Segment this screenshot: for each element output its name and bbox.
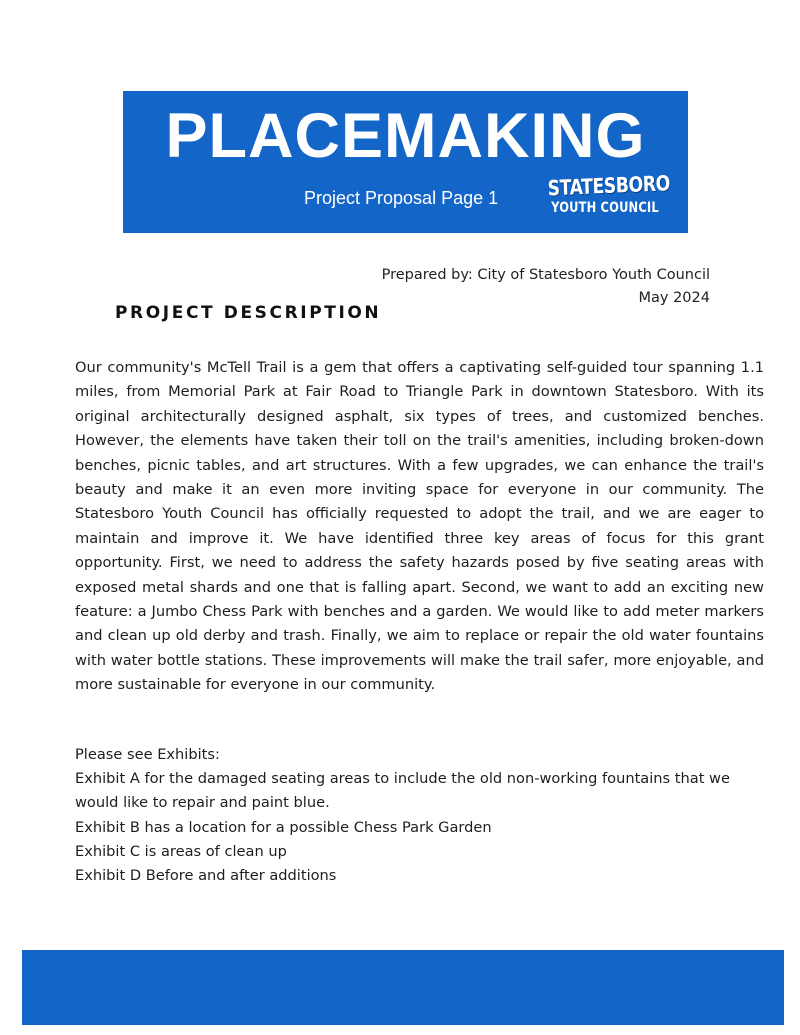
banner-title: PLACEMAKING bbox=[165, 101, 646, 171]
prepared-by: Prepared by: City of Statesboro Youth Council bbox=[381, 267, 710, 283]
logo-line-youth-council: YOUTH COUNCIL bbox=[551, 200, 659, 216]
exhibit-item: Exhibit D Before and after additions bbox=[75, 867, 337, 885]
project-description: Our community's McTell Trail is a gem that offers a captivating self-guided tour spanning 1.1 miles, from Memorial Park at Fair Road to Triangle Park in downtown Statesboro. With its original architecturally designed asphalt, six types of trees, and customized benches. However, the elements have taken their toll on the trail's amenities, including broken-down benches, picnic tables, and art structures. With a few upgrades, we can enhance the trail's beauty and make it an even more inviting space for everyone in our community. The Statesboro Youth Council has officially requested to adopt the trail, and we are eager to maintain and improve it. We have identified three key areas of focus for this grant opportunity. First, we need to address the safety hazards posed by five seating areas with exposed metal shards and one that is falling apart. Second, we want to add an exciting new feature: a Jumbo Chess Park with benches and a garden. We would like to add meter markers and clean up old derby and trash. Finally, we aim to replace or repair the old water fountains with water bottle stations. These improvements will make the trail safer, more enjoyable, and more sustainable for everyone in our community. bbox=[75, 359, 764, 694]
exhibits-list bbox=[75, 743, 775, 888]
title-banner bbox=[123, 91, 688, 233]
exhibit-item: Exhibit A for the damaged seating areas to include the old non-working fountains that we would like to repair and paint blue. bbox=[75, 770, 730, 812]
youth-council-logo bbox=[535, 173, 675, 225]
document-date: May 2024 bbox=[638, 290, 710, 306]
logo-line-statesboro: STATESBORO bbox=[547, 171, 671, 201]
exhibit-item: Exhibit B has a location for a possible Chess Park Garden bbox=[75, 818, 492, 836]
exhibit-item: Exhibit C is areas of clean up bbox=[75, 842, 287, 860]
section-heading: PROJECT DESCRIPTION bbox=[115, 303, 382, 323]
footer-bar bbox=[22, 950, 784, 1025]
banner-subtitle: Project Proposal Page 1 bbox=[304, 188, 499, 208]
exhibits-intro: Please see Exhibits: bbox=[75, 746, 220, 763]
